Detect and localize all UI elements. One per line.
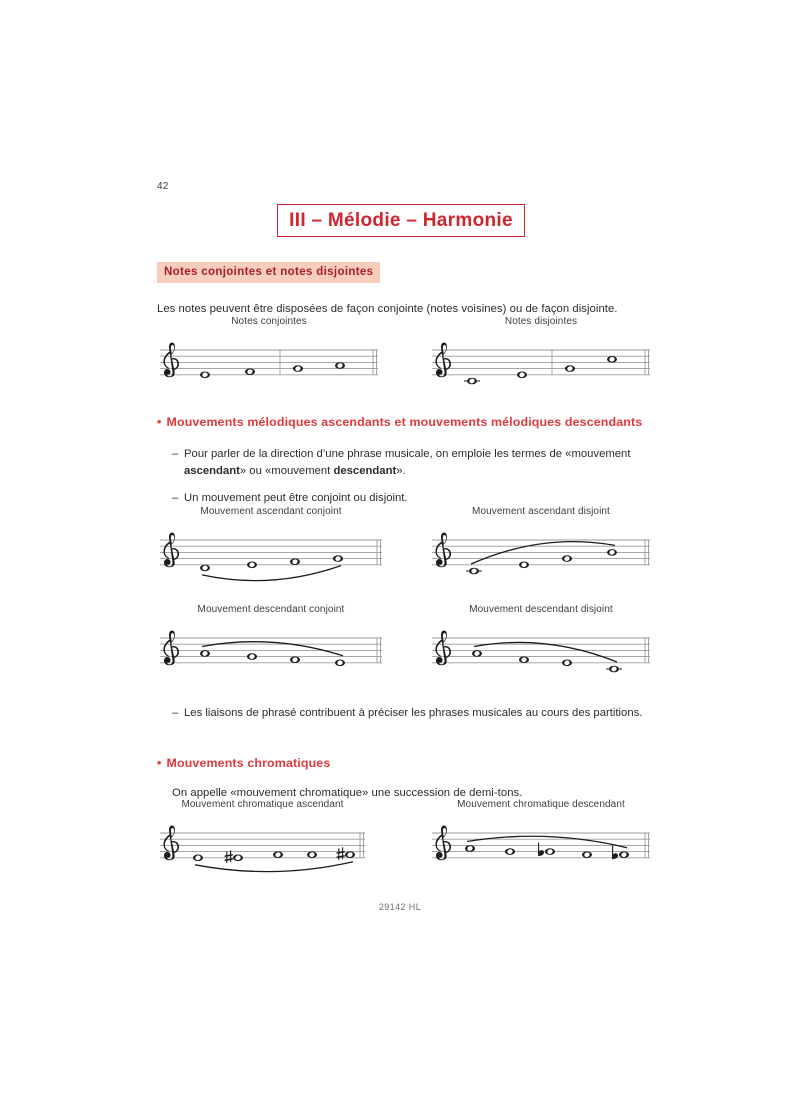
whole-note	[519, 656, 529, 663]
music-example-notes-conjointes	[160, 316, 378, 410]
whole-note	[335, 362, 345, 369]
footer-reference: 29142 HL	[378, 902, 422, 912]
text-fragment-3: » ou «mouvement	[239, 464, 334, 477]
text-fragment-4: ».	[396, 464, 406, 477]
whole-note	[545, 848, 555, 855]
treble-clef-icon	[435, 826, 451, 861]
slur-below	[195, 862, 353, 872]
whole-note	[607, 549, 617, 556]
whole-note	[247, 653, 257, 660]
whole-note	[345, 851, 355, 858]
music-example-notes-disjointes	[432, 316, 650, 410]
music-example-caption: Mouvement descendant conjoint	[197, 604, 345, 615]
music-example-caption: Mouvement chromatique descendant	[457, 799, 625, 810]
whole-note	[247, 562, 257, 569]
whole-note	[290, 558, 300, 565]
page-number: 42	[157, 181, 169, 192]
list-item-text: Les liaisons de phrasé contribuent à préciser les phrases musicales au cours des partitions.	[184, 707, 643, 719]
slur-below	[202, 566, 341, 581]
flat-accidental	[539, 843, 544, 856]
whole-note	[609, 666, 619, 673]
section-heading-mouvements-label: Mouvements mélodiques ascendants et mouvements mélodiques descendants	[166, 415, 643, 429]
music-example-caption: Mouvement descendant disjoint	[469, 604, 613, 615]
whole-note	[562, 660, 572, 667]
paragraph-notes-intro: Les notes peuvent être disposées de façon conjointe (notes voisines) ou de façon disjointe.	[157, 303, 618, 315]
whole-note	[465, 845, 475, 852]
section-heading-chromatiques-label: Mouvements chromatiques	[166, 756, 331, 770]
music-example-caption: Mouvement ascendant disjoint	[472, 506, 610, 517]
whole-note	[293, 365, 303, 372]
section-heading-notes-conjointes: Notes conjointes et notes disjointes	[157, 262, 380, 283]
whole-note	[290, 656, 300, 663]
whole-note	[582, 851, 592, 858]
whole-note	[467, 378, 477, 385]
whole-note	[333, 555, 343, 562]
chapter-title: III – Mélodie – Harmonie	[289, 209, 513, 231]
bullet-glyph: •	[157, 415, 162, 429]
emphasis-descendant: descendant	[333, 464, 397, 477]
music-example-descendant-disjoint	[432, 604, 650, 698]
text-fragment-2: mouvement	[571, 448, 631, 460]
treble-clef-icon	[163, 533, 179, 568]
treble-clef-icon	[435, 343, 451, 378]
whole-note	[562, 555, 572, 562]
whole-note	[200, 565, 210, 572]
music-example-ascendant-conjoint	[160, 506, 382, 600]
treble-clef-icon	[163, 343, 179, 378]
whole-note	[233, 855, 243, 862]
slur-above	[474, 642, 617, 662]
list-item-text	[184, 446, 652, 480]
emphasis-ascendant: ascendant	[184, 464, 240, 477]
section-heading-chromatiques	[157, 756, 330, 770]
music-example-caption: Notes conjointes	[231, 316, 307, 327]
treble-clef-icon	[163, 826, 179, 861]
whole-note	[273, 851, 283, 858]
list-item-liaisons	[172, 705, 672, 722]
music-example-caption: Mouvement ascendant conjoint	[200, 506, 342, 517]
chapter-title-box	[277, 204, 525, 237]
sharp-accidental	[225, 850, 233, 863]
treble-clef-icon	[163, 631, 179, 666]
dash-glyph: –	[172, 448, 179, 460]
treble-clef-icon	[435, 631, 451, 666]
whole-note	[245, 368, 255, 375]
slur-above	[467, 836, 627, 847]
whole-note	[335, 660, 345, 667]
flat-accidental	[613, 846, 618, 859]
list-item-text: Un mouvement peut être conjoint ou disjoint.	[184, 492, 408, 504]
music-example-chromatique-ascendant	[160, 799, 365, 893]
whole-note	[565, 365, 575, 372]
whole-note	[307, 851, 317, 858]
music-example-descendant-conjoint	[160, 604, 382, 698]
whole-note	[607, 356, 617, 363]
bullet-glyph: •	[157, 756, 162, 770]
whole-note	[200, 372, 210, 379]
music-example-caption: Notes disjointes	[504, 316, 578, 327]
text-fragment-1: Pour parler de la direction d’une phrase musicale, on emploie les termes de «	[184, 448, 572, 460]
section-heading-mouvements	[157, 415, 642, 429]
whole-note	[519, 562, 529, 569]
whole-note	[517, 372, 527, 379]
dash-glyph: –	[172, 492, 179, 504]
music-example-caption: Mouvement chromatique ascendant	[181, 799, 344, 810]
whole-note	[619, 851, 629, 858]
whole-note	[200, 650, 210, 657]
list-item-conjoint-disjoint	[172, 490, 652, 507]
whole-note	[469, 568, 479, 575]
whole-note	[505, 848, 515, 855]
music-example-ascendant-disjoint	[432, 506, 650, 600]
dash-glyph: –	[172, 707, 179, 719]
paragraph-chromatique-intro: On appelle «mouvement chromatique» une succession de demi-tons.	[172, 787, 523, 799]
whole-note	[472, 650, 482, 657]
list-item-mouvement-definition	[172, 446, 652, 480]
music-example-chromatique-descendant	[432, 799, 650, 893]
whole-note	[193, 855, 203, 862]
treble-clef-icon	[435, 533, 451, 568]
